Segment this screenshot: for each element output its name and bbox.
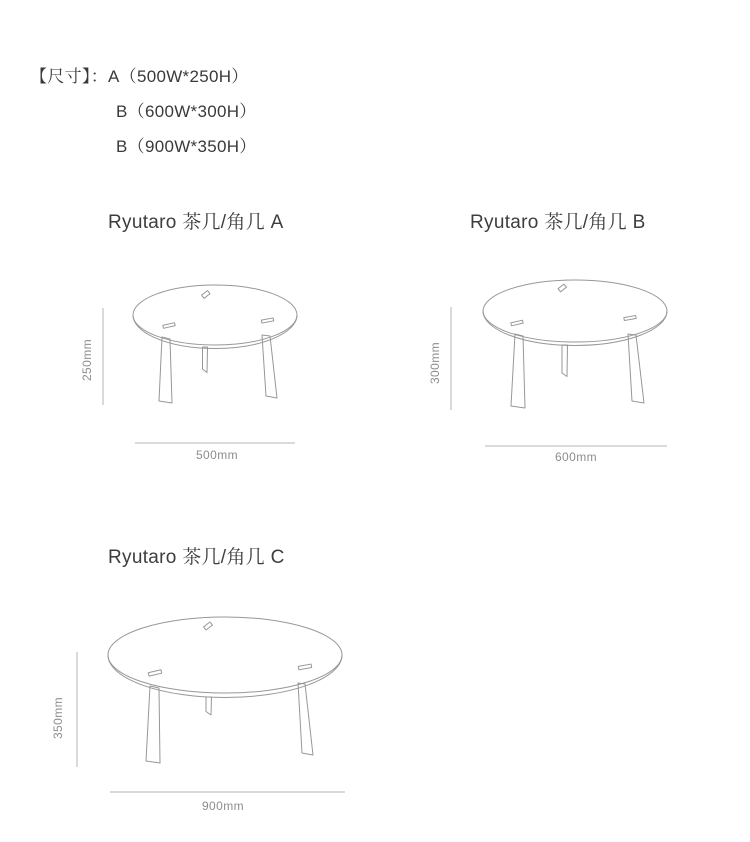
tabletop-ellipse	[133, 285, 297, 345]
height-dimension-label: 250mm	[80, 338, 94, 382]
slot-top	[204, 622, 213, 630]
right-leg	[298, 683, 313, 755]
figure-b-title: Ryutaro 茶几/角几 B	[470, 212, 646, 233]
back-leg	[203, 347, 208, 373]
slot-left	[163, 323, 175, 329]
figure-c-title: Ryutaro 茶几/角几 C	[108, 547, 285, 568]
spec-size-a: A（500W*250H）	[108, 67, 249, 86]
table-c-diagram	[40, 583, 400, 818]
slot-right	[624, 315, 636, 320]
spec-line-b: B（600W*300H）	[116, 102, 257, 121]
slot-top	[558, 284, 566, 292]
width-dimension-label: 600mm	[554, 450, 598, 464]
table-a-diagram	[60, 268, 320, 473]
height-dimension-label: 300mm	[428, 341, 442, 385]
size-spec-header	[30, 59, 257, 164]
width-dimension-label: 900mm	[201, 799, 245, 813]
tabletop-edge	[133, 315, 297, 348]
back-leg	[562, 345, 568, 377]
slot-top	[202, 291, 210, 299]
height-dimension-label: 350mm	[51, 696, 65, 740]
slot-right	[261, 318, 273, 323]
tabletop-edge	[108, 655, 342, 698]
left-leg	[159, 337, 172, 403]
table-b-diagram	[405, 268, 685, 473]
spec-line-c: B（900W*350H）	[116, 137, 257, 156]
left-leg	[146, 686, 160, 763]
tabletop-ellipse	[108, 617, 342, 693]
right-leg	[262, 335, 277, 398]
slot-right	[298, 664, 311, 670]
spec-line-a	[30, 59, 257, 94]
figure-a-title: Ryutaro 茶几/角几 A	[108, 212, 284, 233]
slot-left	[148, 670, 161, 676]
tabletop-ellipse	[483, 280, 667, 342]
slot-left	[511, 320, 523, 326]
back-leg	[206, 697, 212, 715]
right-leg	[628, 334, 644, 403]
left-leg	[511, 334, 525, 408]
width-dimension-label: 500mm	[195, 448, 239, 462]
tabletop-edge	[483, 311, 667, 346]
spec-label: 【尺寸】：	[30, 67, 108, 86]
